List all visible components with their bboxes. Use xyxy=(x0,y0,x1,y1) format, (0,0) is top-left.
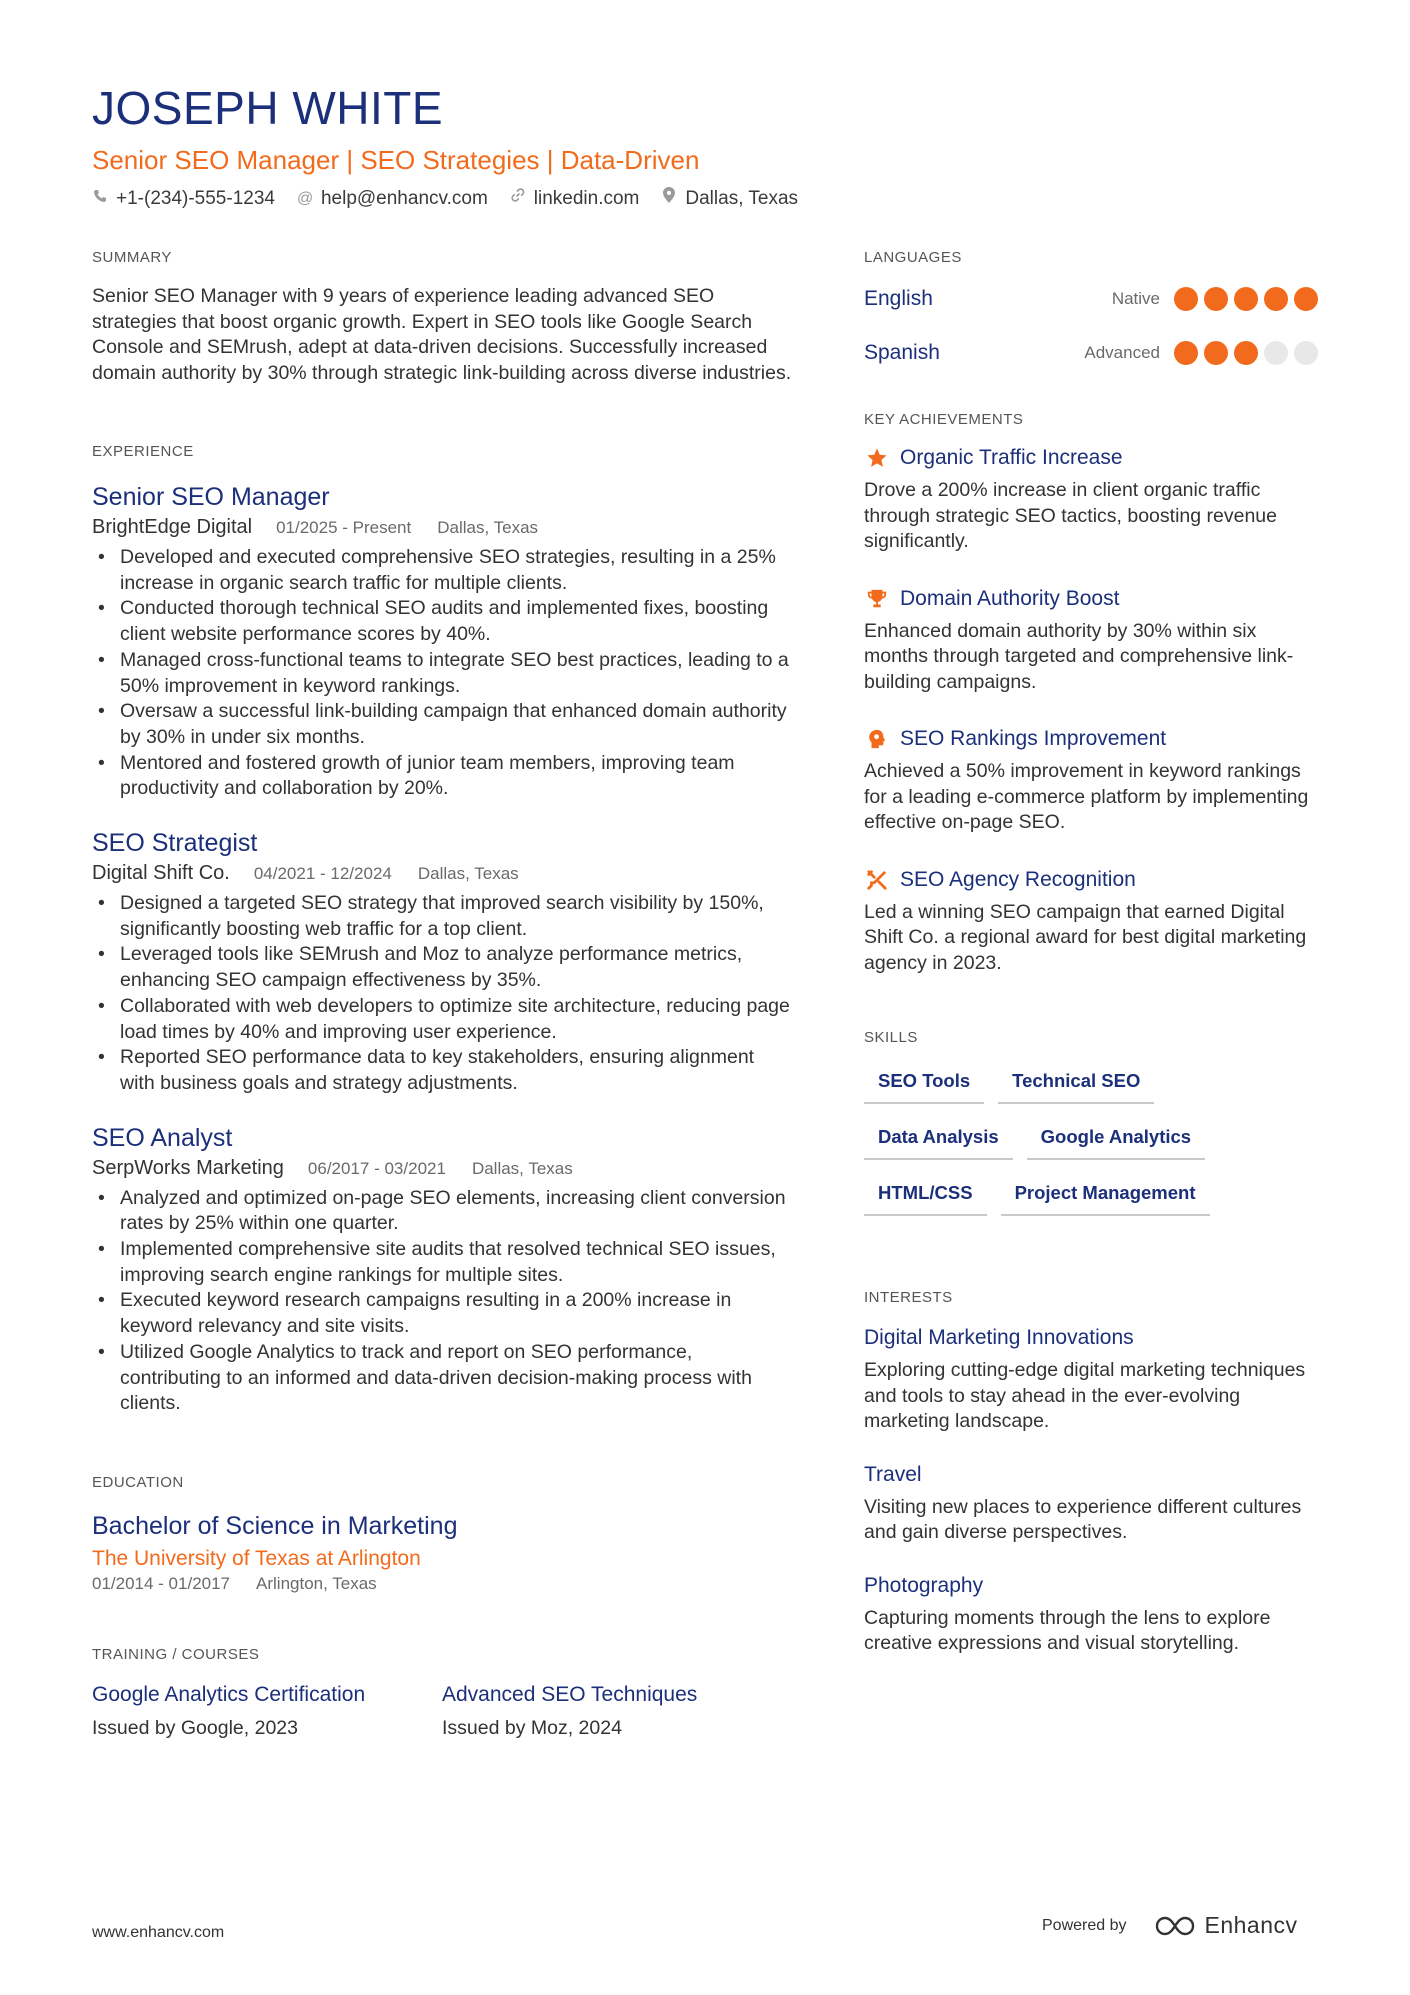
job-meta xyxy=(92,860,792,887)
interest-title: Travel xyxy=(864,1462,922,1486)
skills-heading: SKILLS xyxy=(864,1029,918,1046)
email-text: help@enhancv.com xyxy=(320,188,488,209)
phone-text: +1-(234)-555-1234 xyxy=(116,188,275,209)
job-bullet: • Utilized Google Analytics to track and report on SEO performance, contributing to an informed and data-driven decision-making process with clients. xyxy=(92,1340,792,1417)
language-name: Spanish xyxy=(864,341,940,364)
skill-list xyxy=(864,1060,1324,1228)
powered-by-label: Powered by xyxy=(1042,1916,1127,1934)
job-dates: 04/2021 - 12/2024 xyxy=(253,864,392,884)
education-meta xyxy=(92,1573,792,1595)
language-rating xyxy=(1174,287,1324,311)
achievement-title: Domain Authority Boost xyxy=(900,586,1120,610)
job-company: Digital Shift Co. xyxy=(92,862,230,885)
candidate-title: Senior SEO Manager | SEO Strategies | Data-Driven xyxy=(92,145,700,175)
interest-title: Photography xyxy=(864,1573,984,1597)
job-entry xyxy=(92,828,792,1097)
rating-dot-empty xyxy=(1264,341,1288,365)
interest-item xyxy=(864,1572,1324,1657)
language-row xyxy=(864,338,1324,368)
achievement-text: Drove a 200% increase in client organic traffic through strategic SEO tactics, boosting revenue significantly. xyxy=(864,479,1277,552)
job-title: SEO Analyst xyxy=(92,1123,233,1152)
rating-dot-filled xyxy=(1204,341,1228,365)
education-dates: 01/2014 - 01/2017 xyxy=(92,1573,231,1593)
achievement-header xyxy=(864,444,1324,472)
contact-phone[interactable] xyxy=(92,186,275,212)
language-rating xyxy=(1174,341,1324,365)
job-bullet: • Oversaw a successful link-building campaign that enhanced domain authority by 30% in under six months. xyxy=(92,699,792,750)
degree-title: Bachelor of Science in Marketing xyxy=(92,1511,458,1540)
training-section xyxy=(92,1645,792,1741)
achievement-item xyxy=(864,444,1324,555)
interest-item xyxy=(864,1461,1324,1546)
contact-bar xyxy=(92,186,1332,212)
job-bullet: • Mentored and fostered growth of junior team members, improving team productivity and collaboration by 20%. xyxy=(92,751,792,802)
languages-section xyxy=(864,248,1324,368)
job-bullet: • Analyzed and optimized on-page SEO elements, increasing client conversion rates by 25% within one quarter. xyxy=(92,1186,792,1237)
job-location: Dallas, Texas xyxy=(471,1158,573,1178)
interest-text: Capturing moments through the lens to explore creative expressions and visual storytelling. xyxy=(864,1606,1271,1654)
language-level: Advanced xyxy=(1084,343,1160,362)
achievement-text: Achieved a 50% improvement in keyword rankings for a leading e-commerce platform by implementing effective on-page SEO. xyxy=(864,760,1309,833)
achievement-title: SEO Agency Recognition xyxy=(900,867,1136,891)
achievement-text: Led a winning SEO campaign that earned Digital Shift Co. a regional award for best digital marketing agency in 2023. xyxy=(864,900,1307,974)
skill-tag: Google Analytics xyxy=(1027,1116,1205,1160)
job-dates: 06/2017 - 03/2021 xyxy=(307,1158,446,1178)
language-row xyxy=(864,284,1324,314)
job-location: Dallas, Texas xyxy=(417,864,519,884)
tools-icon xyxy=(864,867,890,893)
job-meta xyxy=(92,1155,792,1182)
skill-tag: HTML/CSS xyxy=(864,1172,987,1216)
rating-dot-filled xyxy=(1264,287,1288,311)
course-issuer: Issued by Moz, 2024 xyxy=(442,1716,622,1739)
job-bullet: • Collaborated with web developers to optimize site architecture, reducing page load times by 40% and improving user experience. xyxy=(92,994,792,1045)
school-name: The University of Texas at Arlington xyxy=(92,1546,421,1570)
achievement-header xyxy=(864,725,1324,753)
job-bullet: • Reported SEO performance data to key stakeholders, ensuring alignment with business goals and strategy adjustments. xyxy=(92,1045,792,1096)
enhancv-logo-icon xyxy=(1153,1915,1197,1937)
left-column xyxy=(92,248,792,1741)
phone-icon xyxy=(92,186,108,212)
candidate-name: JOSEPH WHITE xyxy=(92,82,444,134)
trophy-icon xyxy=(864,586,890,612)
interest-text: Visiting new places to experience different cultures and gain diverse perspectives. xyxy=(864,1495,1302,1543)
achievement-title: SEO Rankings Improvement xyxy=(900,727,1167,750)
achievements-heading: KEY ACHIEVEMENTS xyxy=(864,411,1024,428)
job-bullet: • Leveraged tools like SEMrush and Moz to analyze performance metrics, enhancing SEO campaign effectiveness by 35%. xyxy=(92,942,792,993)
skill-tag: SEO Tools xyxy=(864,1060,984,1104)
brand-logo[interactable] xyxy=(1153,1912,1298,1939)
rating-dot-filled xyxy=(1174,287,1198,311)
summary-heading: SUMMARY xyxy=(92,249,172,266)
footer-website[interactable]: www.enhancv.com xyxy=(92,1924,225,1941)
achievement-header xyxy=(864,866,1324,894)
interest-item xyxy=(864,1324,1324,1435)
job-bullets xyxy=(92,891,792,1097)
at-icon: @ xyxy=(296,190,314,207)
job-title: Senior SEO Manager xyxy=(92,483,330,511)
achievement-header xyxy=(864,585,1324,613)
skills-section xyxy=(864,1028,1324,1228)
languages-heading: LANGUAGES xyxy=(864,249,962,266)
experience-heading: EXPERIENCE xyxy=(92,443,194,460)
job-bullet: • Executed keyword research campaigns resulting in a 200% increase in keyword relevancy and site visits. xyxy=(92,1288,792,1339)
rating-dot-filled xyxy=(1174,341,1198,365)
achievement-item xyxy=(864,585,1324,696)
job-company: SerpWorks Marketing xyxy=(92,1156,284,1179)
rating-dot-filled xyxy=(1294,287,1318,311)
rating-dot-filled xyxy=(1234,341,1258,365)
contact-email[interactable] xyxy=(297,186,488,212)
linkedin-text: linkedin.com xyxy=(533,188,640,209)
job-bullets xyxy=(92,1186,792,1417)
star-icon xyxy=(864,445,890,471)
job-bullet: • Conducted thorough technical SEO audits and implemented fixes, boosting client website performance scores by 40%. xyxy=(92,596,792,647)
job-location: Dallas, Texas xyxy=(437,518,539,537)
education-heading: EDUCATION xyxy=(92,1473,184,1491)
link-icon xyxy=(510,186,526,212)
contact-location xyxy=(661,186,798,212)
interest-text: Exploring cutting-edge digital marketing techniques and tools to stay ahead in the ever-evolving marketing landscape. xyxy=(864,1359,1306,1432)
achievement-item xyxy=(864,866,1324,977)
job-dates: 01/2025 - Present xyxy=(276,518,412,537)
job-entry xyxy=(92,482,792,802)
interests-heading: INTERESTS xyxy=(864,1289,953,1306)
summary-text: Senior SEO Manager with 9 years of experience leading advanced SEO strategies that boost organic growth. Expert in SEO tools like Google Search Console and SEMrush, adept at data-driven decisions. Successfully increased domain authority by 30% through strategic link-building across diverse industries. xyxy=(92,285,792,384)
job-bullet: • Designed a targeted SEO strategy that improved search visibility by 150%, significantly boosting web traffic for a top client. xyxy=(92,891,792,942)
rating-dot-filled xyxy=(1234,287,1258,311)
brand-name: Enhancv xyxy=(1204,1912,1298,1938)
course-issuer: Issued by Google, 2023 xyxy=(92,1716,298,1739)
course-list xyxy=(92,1681,792,1741)
language-level: Native xyxy=(1111,289,1160,308)
interest-title: Digital Marketing Innovations xyxy=(864,1326,1134,1349)
job-bullet: • Managed cross-functional teams to integrate SEO best practices, leading to a 50% improvement in keyword rankings. xyxy=(92,648,792,699)
job-bullet: • Implemented comprehensive site audits that resolved technical SEO issues, improving search engine rankings for multiple sites. xyxy=(92,1237,792,1288)
interests-section xyxy=(864,1288,1324,1657)
skill-tag: Project Management xyxy=(1001,1172,1210,1216)
rating-dot-filled xyxy=(1204,287,1228,311)
job-bullets xyxy=(92,545,792,802)
course-item xyxy=(92,1681,442,1741)
education-location: Arlington, Texas xyxy=(256,1573,377,1593)
achievement-title: Organic Traffic Increase xyxy=(900,446,1123,469)
job-company: BrightEdge Digital xyxy=(92,516,253,538)
course-title: Advanced SEO Techniques xyxy=(442,1682,698,1706)
skill-tag: Data Analysis xyxy=(864,1116,1013,1160)
job-bullet: • Developed and executed comprehensive SEO strategies, resulting in a 25% increase in organic search traffic for multiple clients. xyxy=(92,545,792,596)
skill-tag: Technical SEO xyxy=(998,1060,1154,1104)
footer-branding xyxy=(1042,1912,1298,1939)
job-title: SEO Strategist xyxy=(92,829,258,858)
resume-header xyxy=(92,80,1332,212)
job-entry xyxy=(92,1123,792,1417)
course-title: Google Analytics Certification xyxy=(92,1682,366,1706)
training-heading: TRAINING / COURSES xyxy=(92,1645,260,1663)
achievement-item xyxy=(864,725,1324,836)
course-item xyxy=(442,1681,792,1741)
location-text: Dallas, Texas xyxy=(685,188,799,209)
rating-dot-empty xyxy=(1294,341,1318,365)
right-column xyxy=(864,248,1324,1657)
language-name: English xyxy=(864,287,933,310)
head-icon xyxy=(864,726,890,752)
location-pin-icon xyxy=(661,186,677,212)
achievement-text: Enhanced domain authority by 30% within six months through targeted and comprehensive link-building campaigns. xyxy=(864,619,1294,693)
contact-linkedin[interactable] xyxy=(510,186,640,212)
job-meta xyxy=(92,514,792,541)
achievements-section xyxy=(864,410,1324,976)
summary-section xyxy=(92,248,792,386)
experience-section xyxy=(92,442,792,1417)
education-section xyxy=(92,1473,792,1595)
